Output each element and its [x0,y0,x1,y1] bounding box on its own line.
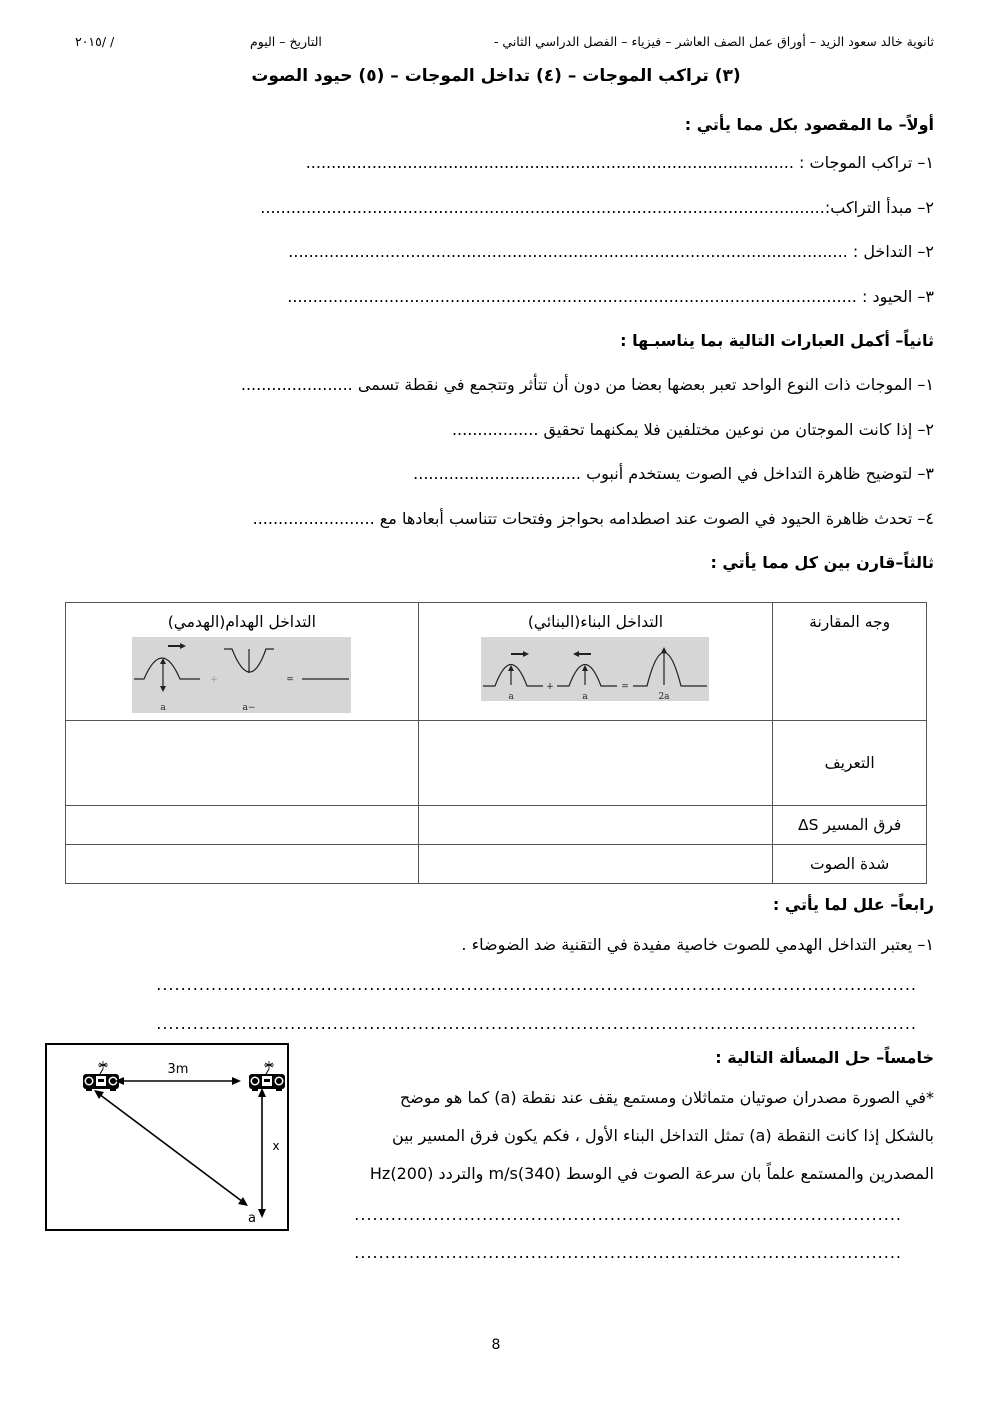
item-label: ٣– الحيود : [856,287,934,306]
answer-blank[interactable]: ................................................................................................................ [287,287,857,306]
problem-line: *في الصورة مصدران صوتيان متماثلان ومستمع يقف عند نقطة (a) كما هو موضح [399,1088,934,1107]
item-label: ٢– التداخل : [847,242,934,261]
speaker-icon-left [83,1061,119,1091]
label-2a: 2a [658,692,671,701]
date-value: / /٢٠١٥ [75,34,115,49]
label-a: a [160,703,167,713]
answer-blank[interactable]: ........................ [252,509,375,528]
row-label-cell [773,806,927,845]
answer-blank[interactable]: .......................................................................................... [354,1243,902,1262]
row-label-cell [773,845,927,884]
arrowhead [508,665,514,671]
arrowhead [661,647,667,653]
section1-item [288,242,934,261]
wave-pulse [483,665,543,687]
label-a: a [508,692,515,701]
answer-blank[interactable]: ............................................................................................................... [260,198,825,217]
table-header-row [66,603,927,721]
destructive-diagram [132,637,351,713]
wave-pulse [134,658,200,679]
answer-blank[interactable]: ............................................................................................................................. [156,975,917,994]
arrowhead [573,651,579,657]
section1-heading: أولاً– ما المقصود بكل مما يأتي : [684,115,934,134]
label-a: a [582,692,589,701]
answer-cell[interactable] [418,721,773,806]
table-row [66,806,927,845]
section4-item: ١– يعتبر التداخل الهدمي للصوت خاصية مفيدة في التقنية ضد الضوضاء . [461,935,934,954]
row-label-cell [773,721,927,806]
row-label: التعريف [824,754,875,772]
header-label: وجه المقارنة [809,613,891,631]
constructive-wave-svg [481,637,709,701]
section2-item [241,375,934,394]
answer-blank[interactable]: .............................................................................................................. [288,242,848,261]
section2-item [253,509,934,528]
answer-blank[interactable]: ................................. [413,464,581,483]
header-cell-aspect [773,603,927,721]
answer-blank[interactable]: ............................................................................................................................. [156,1014,917,1033]
answer-cell[interactable] [66,845,419,884]
destructive-wave-svg [132,637,351,713]
header-cell-constructive [418,603,773,721]
answer-blank[interactable]: ................................................................................................ [305,153,794,172]
wave-pulse [557,665,617,687]
item-label: ٢– مبدأ التراكب: [824,198,934,217]
page-title: (٣) تراكب الموجات – (٤) تداخل الموجات – (٥) حيود الصوت [251,66,741,86]
item-text: ١– الموجات ذات النوع الواحد تعبر بعضها بعضا من دون أن تتأثر وتتجمع في نقطة تسمى [352,375,934,394]
arrowhead [523,651,529,657]
section1-item [306,153,934,172]
plus-sign: + [210,675,219,685]
arrowhead [582,665,588,671]
problem-line: المصدرين والمستمع علماً بان سرعة الصوت في الوسط (340)m/s والتردد (200)Hz [369,1164,934,1183]
row-label: شدة الصوت [810,855,890,873]
answer-cell[interactable] [418,806,773,845]
school-header: ثانوية خالد سعود الزيد – أوراق عمل الصف العاشر – فيزياء – الفصل الدراسي الثاني - [493,34,934,49]
row-label: فرق المسير ΔS [797,816,902,834]
item-text: ٤– تحدث ظاهرة الحيود في الصوت عند اصطدامه بحواجز وفتحات تتناسب أبعادها مع [374,509,934,528]
speaker-icon-right [249,1061,285,1091]
distance-label: 3m [167,1062,189,1077]
table-row [66,721,927,806]
section4-heading: رابعاً– علل لما يأتي : [772,895,934,914]
date-label: التاريخ – اليوم [250,34,322,49]
table-row [66,845,927,884]
side-label-x: x [272,1139,280,1153]
plus-sign: + [546,682,555,692]
point-label-a: a [248,1211,256,1226]
item-label: ١– تراكب الموجات : [793,153,934,172]
page-number: 8 [491,1337,501,1353]
comparison-table [65,602,927,884]
constructive-diagram [481,637,709,701]
answer-blank[interactable]: ...................... [240,375,353,394]
header-label: التداخل الهدام(الهدمي) [167,613,316,631]
answer-cell[interactable] [418,845,773,884]
equals-sign: = [286,675,295,685]
item-text: ٢– إذا كانت الموجتان من نوعين مختلفين فلا يمكنهما تحقيق [538,420,934,439]
header-label: التداخل البناء(البنائي) [527,613,664,631]
section2-item [413,464,934,483]
arrowhead [160,686,166,692]
answer-cell[interactable] [66,806,419,845]
diagonal-arrow [99,1094,243,1202]
sources-diagram-svg [47,1045,286,1228]
section5-heading: خامساً– حل المسألة التالية : [715,1048,934,1067]
equals-sign: = [621,682,630,692]
problem-figure [45,1043,289,1231]
section3-heading: ثالثاً–قارن بين كل مما يأتي : [710,553,934,572]
section1-item [287,287,934,306]
answer-blank[interactable]: .......................................................................................... [354,1205,902,1224]
section1-item [260,198,934,217]
arrowhead [180,643,186,649]
header-cell-destructive [66,603,419,721]
section2-item [452,420,934,439]
answer-blank[interactable]: ................. [451,420,539,439]
label-minus-a: −a [242,703,256,713]
answer-cell[interactable] [66,721,419,806]
section2-heading: ثانياً– أكمل العبارات التالية بما يناسبـها : [620,331,934,350]
wave-pulse-sum [633,653,707,687]
item-text: ٣– لتوضيح ظاهرة التداخل في الصوت يستخدم أنبوب [581,464,934,483]
problem-line: بالشكل إذا كانت النقطة (a) تمثل التداخل البناء الأول ، فكم يكون فرق المسير بين [392,1126,934,1145]
